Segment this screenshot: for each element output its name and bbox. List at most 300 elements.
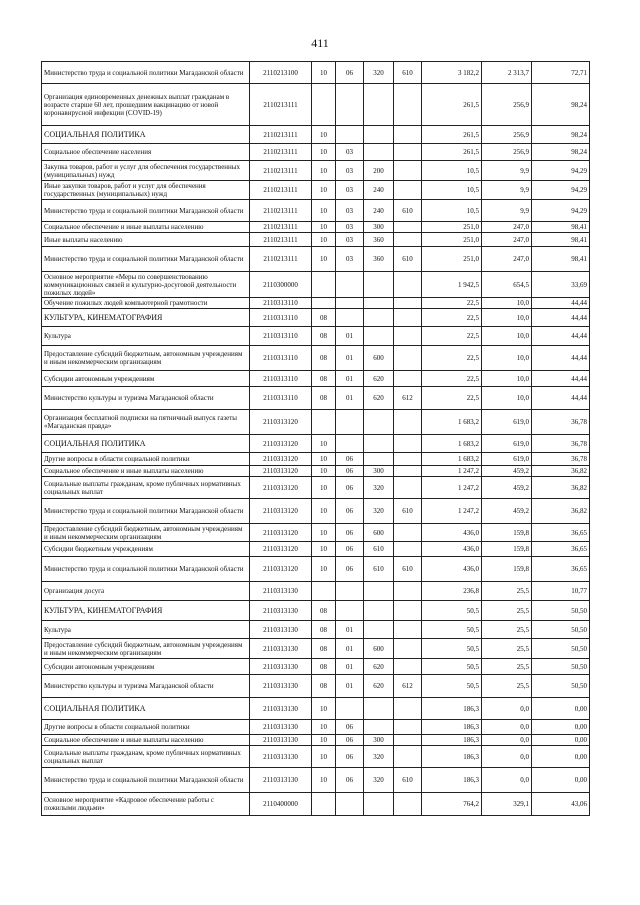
row-plan: 22,5 xyxy=(422,327,482,346)
row-section: 10 xyxy=(312,247,336,272)
row-target-code: 2110213111 xyxy=(250,126,312,144)
row-target-code: 2110313130 xyxy=(250,768,312,793)
row-actual: 25,5 xyxy=(482,621,532,639)
row-expense-type xyxy=(364,126,394,144)
row-expense-type xyxy=(364,435,394,453)
row-expense-type xyxy=(364,272,394,298)
row-plan: 50,5 xyxy=(422,621,482,639)
row-administrator xyxy=(394,298,422,309)
row-expense-type xyxy=(364,309,394,327)
row-target-code: 2110313110 xyxy=(250,309,312,327)
row-expense-type: 620 xyxy=(364,371,394,387)
table-row xyxy=(42,126,590,144)
table-row xyxy=(42,298,590,309)
row-section xyxy=(312,298,336,309)
row-percent: 50,50 xyxy=(532,659,590,675)
row-subsection: 06 xyxy=(336,62,364,84)
row-section: 10 xyxy=(312,144,336,161)
row-name: Субсидии автономным учреждениям xyxy=(42,371,250,387)
table-row xyxy=(42,272,590,298)
row-section: 10 xyxy=(312,233,336,247)
row-administrator xyxy=(394,126,422,144)
row-actual: 10,0 xyxy=(482,309,532,327)
row-expense-type: 360 xyxy=(364,247,394,272)
row-plan: 436,0 xyxy=(422,524,482,542)
row-administrator xyxy=(394,601,422,621)
row-actual: 329,1 xyxy=(482,793,532,816)
row-plan: 436,0 xyxy=(422,557,482,582)
row-name: Социальное обеспечение и иные выплаты населению xyxy=(42,466,250,477)
row-section: 10 xyxy=(312,435,336,453)
row-section: 10 xyxy=(312,524,336,542)
row-actual: 9,9 xyxy=(482,181,532,200)
row-name: СОЦИАЛЬНАЯ ПОЛИТИКА xyxy=(42,126,250,144)
row-administrator xyxy=(394,410,422,435)
row-actual: 25,5 xyxy=(482,639,532,659)
row-administrator xyxy=(394,659,422,675)
row-actual: 159,8 xyxy=(482,557,532,582)
row-name: Закупка товаров, работ и услуг для обеспечения государственных (муниципальных) нужд xyxy=(42,161,250,181)
row-name: Иные выплаты населению xyxy=(42,233,250,247)
row-percent: 44,44 xyxy=(532,298,590,309)
row-plan: 1 683,2 xyxy=(422,410,482,435)
row-administrator xyxy=(394,746,422,768)
row-target-code: 2110313130 xyxy=(250,675,312,698)
row-actual: 25,5 xyxy=(482,582,532,601)
table-row xyxy=(42,557,590,582)
row-percent: 94,29 xyxy=(532,181,590,200)
row-percent: 36,82 xyxy=(532,499,590,524)
row-expense-type: 600 xyxy=(364,524,394,542)
row-name: КУЛЬТУРА, КИНЕМАТОГРАФИЯ xyxy=(42,309,250,327)
row-target-code: 2110213111 xyxy=(250,161,312,181)
row-administrator xyxy=(394,161,422,181)
row-section: 10 xyxy=(312,200,336,222)
row-name: Министерство труда и социальной политики Магаданской области xyxy=(42,557,250,582)
row-target-code: 2110213111 xyxy=(250,84,312,126)
row-section: 10 xyxy=(312,720,336,735)
row-percent: 98,41 xyxy=(532,247,590,272)
row-percent: 33,69 xyxy=(532,272,590,298)
row-percent: 44,44 xyxy=(532,387,590,410)
row-plan: 10,5 xyxy=(422,161,482,181)
row-name: Культура xyxy=(42,327,250,346)
row-subsection: 03 xyxy=(336,161,364,181)
row-percent: 50,50 xyxy=(532,675,590,698)
row-percent: 0,00 xyxy=(532,735,590,746)
table-row xyxy=(42,222,590,233)
table-row xyxy=(42,735,590,746)
row-actual: 10,0 xyxy=(482,327,532,346)
row-percent: 0,00 xyxy=(532,768,590,793)
table-row xyxy=(42,639,590,659)
row-percent: 36,78 xyxy=(532,410,590,435)
row-administrator xyxy=(394,524,422,542)
row-subsection xyxy=(336,410,364,435)
row-actual: 256,9 xyxy=(482,84,532,126)
row-plan: 10,5 xyxy=(422,200,482,222)
table-row xyxy=(42,477,590,499)
row-subsection xyxy=(336,435,364,453)
row-target-code: 2110213100 xyxy=(250,62,312,84)
row-percent: 36,65 xyxy=(532,542,590,557)
row-section: 10 xyxy=(312,222,336,233)
row-plan: 50,5 xyxy=(422,601,482,621)
row-plan: 436,0 xyxy=(422,542,482,557)
row-plan: 186,3 xyxy=(422,768,482,793)
row-subsection xyxy=(336,698,364,720)
row-subsection: 06 xyxy=(336,735,364,746)
row-subsection xyxy=(336,601,364,621)
row-expense-type xyxy=(364,720,394,735)
row-plan: 22,5 xyxy=(422,371,482,387)
row-expense-type xyxy=(364,298,394,309)
row-subsection xyxy=(336,309,364,327)
row-plan: 1 683,2 xyxy=(422,435,482,453)
row-expense-type: 200 xyxy=(364,161,394,181)
row-subsection: 06 xyxy=(336,524,364,542)
row-subsection xyxy=(336,793,364,816)
row-actual: 619,0 xyxy=(482,453,532,466)
row-section: 10 xyxy=(312,557,336,582)
row-administrator xyxy=(394,582,422,601)
row-percent: 98,24 xyxy=(532,84,590,126)
row-subsection: 03 xyxy=(336,200,364,222)
table-row xyxy=(42,621,590,639)
row-section: 10 xyxy=(312,453,336,466)
row-plan: 261,5 xyxy=(422,84,482,126)
row-percent: 98,41 xyxy=(532,233,590,247)
row-expense-type xyxy=(364,144,394,161)
row-expense-type: 320 xyxy=(364,768,394,793)
table-row xyxy=(42,675,590,698)
row-target-code: 2110313120 xyxy=(250,557,312,582)
row-percent: 44,44 xyxy=(532,371,590,387)
row-subsection: 03 xyxy=(336,222,364,233)
row-expense-type: 600 xyxy=(364,639,394,659)
table-row xyxy=(42,524,590,542)
row-plan: 1 247,2 xyxy=(422,499,482,524)
row-name: Министерство культуры и туризма Магаданской области xyxy=(42,387,250,410)
row-subsection: 06 xyxy=(336,466,364,477)
row-expense-type: 620 xyxy=(364,387,394,410)
row-subsection: 06 xyxy=(336,720,364,735)
row-section: 10 xyxy=(312,735,336,746)
row-section: 10 xyxy=(312,542,336,557)
table-row xyxy=(42,371,590,387)
row-section: 10 xyxy=(312,466,336,477)
row-actual: 0,0 xyxy=(482,768,532,793)
row-name: Обучение пожилых людей компьютерной грамотности xyxy=(42,298,250,309)
row-subsection: 03 xyxy=(336,247,364,272)
row-plan: 22,5 xyxy=(422,309,482,327)
row-section xyxy=(312,410,336,435)
row-percent: 72,71 xyxy=(532,62,590,84)
row-target-code: 2110313120 xyxy=(250,524,312,542)
row-administrator: 610 xyxy=(394,557,422,582)
row-administrator xyxy=(394,144,422,161)
row-percent: 98,24 xyxy=(532,126,590,144)
row-administrator: 610 xyxy=(394,62,422,84)
row-percent: 36,65 xyxy=(532,557,590,582)
table-row xyxy=(42,84,590,126)
row-administrator xyxy=(394,435,422,453)
row-percent: 36,82 xyxy=(532,466,590,477)
row-subsection: 01 xyxy=(336,371,364,387)
row-plan: 1 247,2 xyxy=(422,477,482,499)
row-subsection: 01 xyxy=(336,675,364,698)
row-percent: 36,82 xyxy=(532,477,590,499)
row-subsection: 06 xyxy=(336,477,364,499)
row-actual: 10,0 xyxy=(482,346,532,371)
row-actual: 459,2 xyxy=(482,499,532,524)
row-percent: 50,50 xyxy=(532,621,590,639)
row-expense-type: 300 xyxy=(364,222,394,233)
row-target-code: 2110313130 xyxy=(250,639,312,659)
row-percent: 10,77 xyxy=(532,582,590,601)
row-target-code: 2110313130 xyxy=(250,746,312,768)
row-section: 08 xyxy=(312,327,336,346)
table-row xyxy=(42,181,590,200)
row-plan: 50,5 xyxy=(422,639,482,659)
row-target-code: 2110313130 xyxy=(250,698,312,720)
row-actual: 159,8 xyxy=(482,542,532,557)
row-name: Социальные выплаты гражданам, кроме публичных нормативных социальных выплат xyxy=(42,746,250,768)
row-name: СОЦИАЛЬНАЯ ПОЛИТИКА xyxy=(42,435,250,453)
row-name: КУЛЬТУРА, КИНЕМАТОГРАФИЯ xyxy=(42,601,250,621)
row-target-code: 2110313110 xyxy=(250,387,312,410)
table-row xyxy=(42,387,590,410)
row-subsection: 01 xyxy=(336,327,364,346)
row-name: Субсидии бюджетным учреждениям xyxy=(42,542,250,557)
row-expense-type xyxy=(364,698,394,720)
row-target-code: 2110313110 xyxy=(250,327,312,346)
row-administrator: 610 xyxy=(394,200,422,222)
row-plan: 1 683,2 xyxy=(422,453,482,466)
row-target-code: 2110313120 xyxy=(250,435,312,453)
row-name: Культура xyxy=(42,621,250,639)
row-target-code: 2110213111 xyxy=(250,247,312,272)
row-actual: 2 313,7 xyxy=(482,62,532,84)
row-plan: 1 247,2 xyxy=(422,466,482,477)
row-target-code: 2110313120 xyxy=(250,453,312,466)
row-expense-type: 600 xyxy=(364,346,394,371)
row-percent: 94,29 xyxy=(532,161,590,181)
row-target-code: 2110400000 xyxy=(250,793,312,816)
row-administrator xyxy=(394,453,422,466)
row-name: Другие вопросы в области социальной политики xyxy=(42,720,250,735)
table-row xyxy=(42,247,590,272)
row-expense-type: 320 xyxy=(364,746,394,768)
row-target-code: 2110313130 xyxy=(250,735,312,746)
row-name: Предоставление субсидий бюджетным, автономным учреждениям и иным некоммерческим организациям xyxy=(42,639,250,659)
row-percent: 50,50 xyxy=(532,601,590,621)
row-actual: 25,5 xyxy=(482,675,532,698)
row-name: Социальные выплаты гражданам, кроме публичных нормативных социальных выплат xyxy=(42,477,250,499)
row-percent: 98,41 xyxy=(532,222,590,233)
row-plan: 186,3 xyxy=(422,698,482,720)
table-row xyxy=(42,200,590,222)
row-name: Социальное обеспечение населения xyxy=(42,144,250,161)
table-row xyxy=(42,309,590,327)
row-expense-type xyxy=(364,793,394,816)
row-percent: 50,50 xyxy=(532,639,590,659)
row-percent: 36,65 xyxy=(532,524,590,542)
row-name: Организация досуга xyxy=(42,582,250,601)
row-actual: 256,9 xyxy=(482,144,532,161)
row-administrator xyxy=(394,542,422,557)
row-name: Предоставление субсидий бюджетным, автономным учреждениям и иным некоммерческим организациям xyxy=(42,524,250,542)
table-row xyxy=(42,720,590,735)
row-administrator xyxy=(394,735,422,746)
row-administrator xyxy=(394,272,422,298)
row-subsection xyxy=(336,84,364,126)
row-actual: 10,0 xyxy=(482,298,532,309)
row-name: Иные закупки товаров, работ и услуг для обеспечения государственных (муниципальных) нужд xyxy=(42,181,250,200)
row-actual: 25,5 xyxy=(482,601,532,621)
row-target-code: 2110300000 xyxy=(250,272,312,298)
row-name: Основное мероприятие «Меры по совершенствованию коммуникационных связей и культурно-досуговой деятельности пожилых людей» xyxy=(42,272,250,298)
row-name: СОЦИАЛЬНАЯ ПОЛИТИКА xyxy=(42,698,250,720)
row-expense-type: 240 xyxy=(364,181,394,200)
row-actual: 619,0 xyxy=(482,435,532,453)
row-percent: 36,78 xyxy=(532,435,590,453)
table-row xyxy=(42,466,590,477)
row-section: 08 xyxy=(312,371,336,387)
row-target-code: 2110313120 xyxy=(250,477,312,499)
row-actual: 459,2 xyxy=(482,477,532,499)
row-percent: 44,44 xyxy=(532,327,590,346)
row-administrator xyxy=(394,327,422,346)
table-row xyxy=(42,346,590,371)
row-expense-type xyxy=(364,582,394,601)
row-section: 10 xyxy=(312,499,336,524)
row-plan: 22,5 xyxy=(422,346,482,371)
row-administrator: 610 xyxy=(394,499,422,524)
row-section: 08 xyxy=(312,675,336,698)
row-actual: 654,5 xyxy=(482,272,532,298)
row-actual: 247,0 xyxy=(482,222,532,233)
row-subsection: 03 xyxy=(336,181,364,200)
row-expense-type: 300 xyxy=(364,735,394,746)
row-section: 08 xyxy=(312,601,336,621)
row-section: 10 xyxy=(312,181,336,200)
table-row xyxy=(42,659,590,675)
row-section xyxy=(312,84,336,126)
row-actual: 10,0 xyxy=(482,387,532,410)
row-actual: 25,5 xyxy=(482,659,532,675)
row-administrator xyxy=(394,698,422,720)
row-section xyxy=(312,582,336,601)
table-row xyxy=(42,233,590,247)
row-subsection: 01 xyxy=(336,346,364,371)
row-administrator xyxy=(394,309,422,327)
row-plan: 186,3 xyxy=(422,735,482,746)
table-row xyxy=(42,542,590,557)
row-target-code: 2110313120 xyxy=(250,499,312,524)
row-target-code: 2110313110 xyxy=(250,371,312,387)
row-name: Социальное обеспечение и иные выплаты населению xyxy=(42,735,250,746)
table-row xyxy=(42,698,590,720)
row-plan: 261,5 xyxy=(422,126,482,144)
row-subsection: 01 xyxy=(336,387,364,410)
row-subsection: 03 xyxy=(336,233,364,247)
row-target-code: 2110213111 xyxy=(250,144,312,161)
row-subsection: 06 xyxy=(336,746,364,768)
row-plan: 236,8 xyxy=(422,582,482,601)
row-name: Министерство труда и социальной политики Магаданской области xyxy=(42,768,250,793)
row-section: 08 xyxy=(312,346,336,371)
row-name: Другие вопросы в области социальной политики xyxy=(42,453,250,466)
row-name: Министерство труда и социальной политики Магаданской области xyxy=(42,247,250,272)
row-section: 10 xyxy=(312,698,336,720)
row-subsection xyxy=(336,126,364,144)
row-expense-type xyxy=(364,84,394,126)
table-row xyxy=(42,793,590,816)
table-row xyxy=(42,410,590,435)
row-name: Субсидии автономным учреждениям xyxy=(42,659,250,675)
row-subsection: 06 xyxy=(336,499,364,524)
row-plan: 764,2 xyxy=(422,793,482,816)
row-actual: 619,0 xyxy=(482,410,532,435)
row-expense-type: 320 xyxy=(364,477,394,499)
row-target-code: 2110213111 xyxy=(250,200,312,222)
row-percent: 43,06 xyxy=(532,793,590,816)
row-administrator xyxy=(394,84,422,126)
row-subsection: 01 xyxy=(336,659,364,675)
row-expense-type xyxy=(364,327,394,346)
row-subsection: 06 xyxy=(336,542,364,557)
row-actual: 0,0 xyxy=(482,698,532,720)
row-target-code: 2110313110 xyxy=(250,346,312,371)
row-expense-type: 620 xyxy=(364,659,394,675)
row-actual: 0,0 xyxy=(482,746,532,768)
row-administrator xyxy=(394,621,422,639)
row-subsection: 01 xyxy=(336,621,364,639)
row-actual: 459,2 xyxy=(482,466,532,477)
row-administrator: 612 xyxy=(394,387,422,410)
row-expense-type: 620 xyxy=(364,675,394,698)
row-section: 08 xyxy=(312,387,336,410)
row-administrator xyxy=(394,477,422,499)
table-row xyxy=(42,582,590,601)
row-target-code: 2110313130 xyxy=(250,659,312,675)
row-plan: 3 182,2 xyxy=(422,62,482,84)
row-actual: 10,0 xyxy=(482,371,532,387)
row-plan: 186,3 xyxy=(422,746,482,768)
row-plan: 50,5 xyxy=(422,659,482,675)
row-subsection xyxy=(336,582,364,601)
row-target-code: 2110313120 xyxy=(250,542,312,557)
row-section: 08 xyxy=(312,621,336,639)
row-subsection: 06 xyxy=(336,453,364,466)
row-target-code: 2110313130 xyxy=(250,720,312,735)
row-name: Министерство труда и социальной политики Магаданской области xyxy=(42,200,250,222)
row-percent: 36,78 xyxy=(532,453,590,466)
row-target-code: 2110313130 xyxy=(250,582,312,601)
row-name: Организация единовременных денежных выплат гражданам в возрасте старше 60 лет, прошедшим вакцинацию от новой коронавирусной инфекции (COVID-19) xyxy=(42,84,250,126)
row-expense-type: 360 xyxy=(364,233,394,247)
row-target-code: 2110313120 xyxy=(250,410,312,435)
row-administrator xyxy=(394,233,422,247)
row-target-code: 2110313120 xyxy=(250,466,312,477)
row-target-code: 2110313130 xyxy=(250,621,312,639)
row-administrator xyxy=(394,639,422,659)
row-administrator xyxy=(394,222,422,233)
row-subsection: 06 xyxy=(336,768,364,793)
row-expense-type xyxy=(364,410,394,435)
row-administrator: 610 xyxy=(394,768,422,793)
